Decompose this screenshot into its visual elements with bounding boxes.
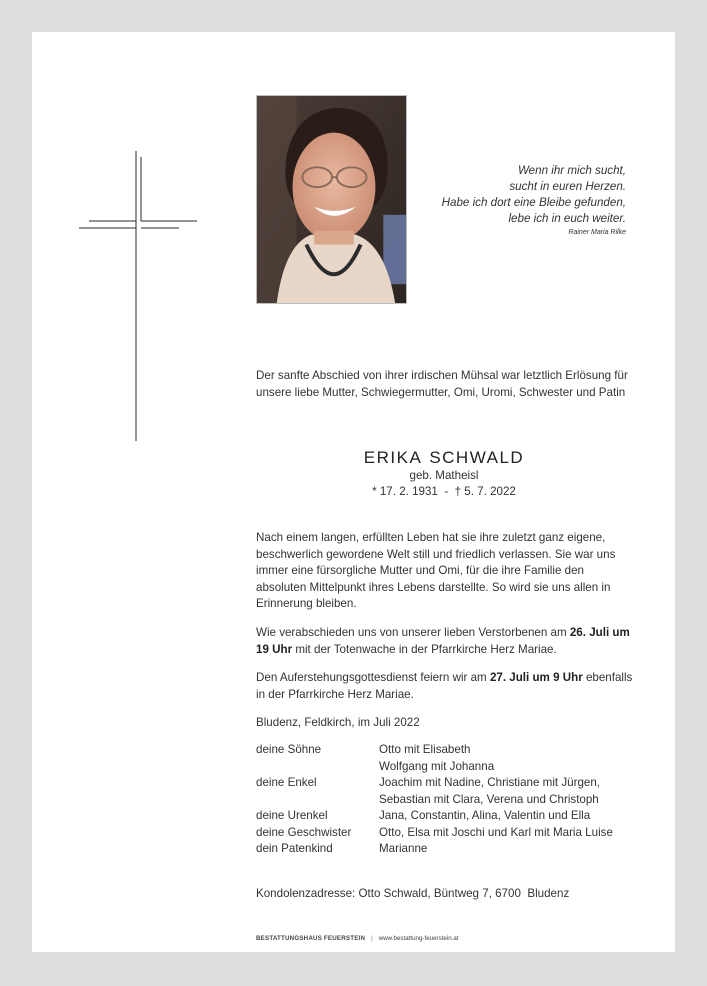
family-role: dein Patenkind — [256, 842, 333, 855]
family-role: deine Söhne — [256, 743, 322, 756]
poem — [366, 163, 626, 238]
mass-location: ebenfalls in der Pfarrkirche Herz Mariae. — [256, 671, 633, 701]
mass-datetime: 27. Juli um 9 Uhr — [489, 671, 583, 684]
vigil-paragraph — [256, 625, 636, 658]
place-date: Bludenz, Feldkirch, im Juli 2022 — [256, 716, 420, 729]
family-names: Otto mit Elisabeth — [379, 743, 471, 756]
vigil-text: Wie verabschieden uns von unserer lieben Verstorbenen am — [256, 626, 570, 639]
mass-text: Den Auferstehungsgottesdienst feiern wir am — [256, 671, 490, 684]
family-names: Marianne — [379, 842, 428, 855]
life-dates: * 17. 2. 1931 - † 5. 7. 2022 — [372, 485, 516, 498]
cross-icon — [79, 151, 197, 441]
family-row — [256, 775, 613, 808]
family-names: Otto, Elsa mit Joschi und Karl mit Maria Luise — [379, 825, 613, 839]
first-name: ERIKA — [363, 448, 423, 467]
funeral-home-url[interactable]: www.bestattung-feuerstein.at — [378, 935, 459, 942]
mass-paragraph — [256, 670, 636, 703]
family-role: deine Geschwister — [256, 825, 352, 839]
life-paragraph: Nach einem langen, erfüllten Leben hat sie ihre zuletzt ganz eigene, beschwerlich gewordene Welt still und friedlich verlassen. Sie war uns immer eine fürsorgliche Mutter und Omi, für die ihre Familie den absoluten Mittelpunkt ihres Lebens darstellte. So wird sie uns allen in Erinnerung bleiben. — [256, 531, 616, 610]
family-role: deine Enkel — [256, 776, 317, 789]
family-names: Joachim mit Nadine, Christiane mit Jürgen, — [379, 776, 601, 789]
deceased-name — [256, 448, 632, 468]
family-list — [256, 742, 613, 858]
family-names: Wolfgang mit Johanna — [379, 759, 495, 773]
poem-line: sucht in euren Herzen. — [509, 180, 626, 193]
footer — [256, 935, 459, 942]
funeral-home-name: BESTATTUNGSHAUS FEUERSTEIN — [256, 935, 366, 942]
family-role: deine Urenkel — [256, 809, 328, 822]
family-row — [256, 841, 613, 858]
family-row — [256, 808, 613, 825]
family-row — [256, 825, 613, 842]
footer-separator: | — [371, 935, 373, 942]
vigil-location: mit der Totenwache in der Pfarrkirche Herz Mariae. — [292, 642, 557, 656]
vigil-datetime: 26. Juli um 19 Uhr — [256, 626, 630, 656]
birth-name: geb. Matheisl — [409, 469, 479, 482]
family-names: Sebastian mit Clara, Verena und Christoph — [379, 792, 599, 806]
poem-line: lebe ich in euch weiter. — [508, 212, 626, 225]
family-names: Jana, Constantin, Alina, Valentin und Ella — [379, 809, 591, 822]
deceased-block — [256, 448, 632, 500]
poem-line: Habe ich dort eine Bleibe gefunden, — [441, 196, 626, 209]
condolence-address: Kondolenzadresse: Otto Schwald, Büntweg 7, 6700 Bludenz — [256, 887, 570, 900]
last-name: SCHWALD — [429, 448, 525, 467]
intro-text: Der sanfte Abschied von ihrer irdischen Mühsal war letztlich Erlösung für unsere liebe Mutter, Schwiegermutter, Omi, Uromi, Schwester und Patin — [256, 369, 628, 399]
family-row — [256, 742, 613, 775]
poem-line: Wenn ihr mich sucht, — [517, 164, 626, 177]
poem-author: Rainer Maria Rilke — [568, 229, 626, 236]
